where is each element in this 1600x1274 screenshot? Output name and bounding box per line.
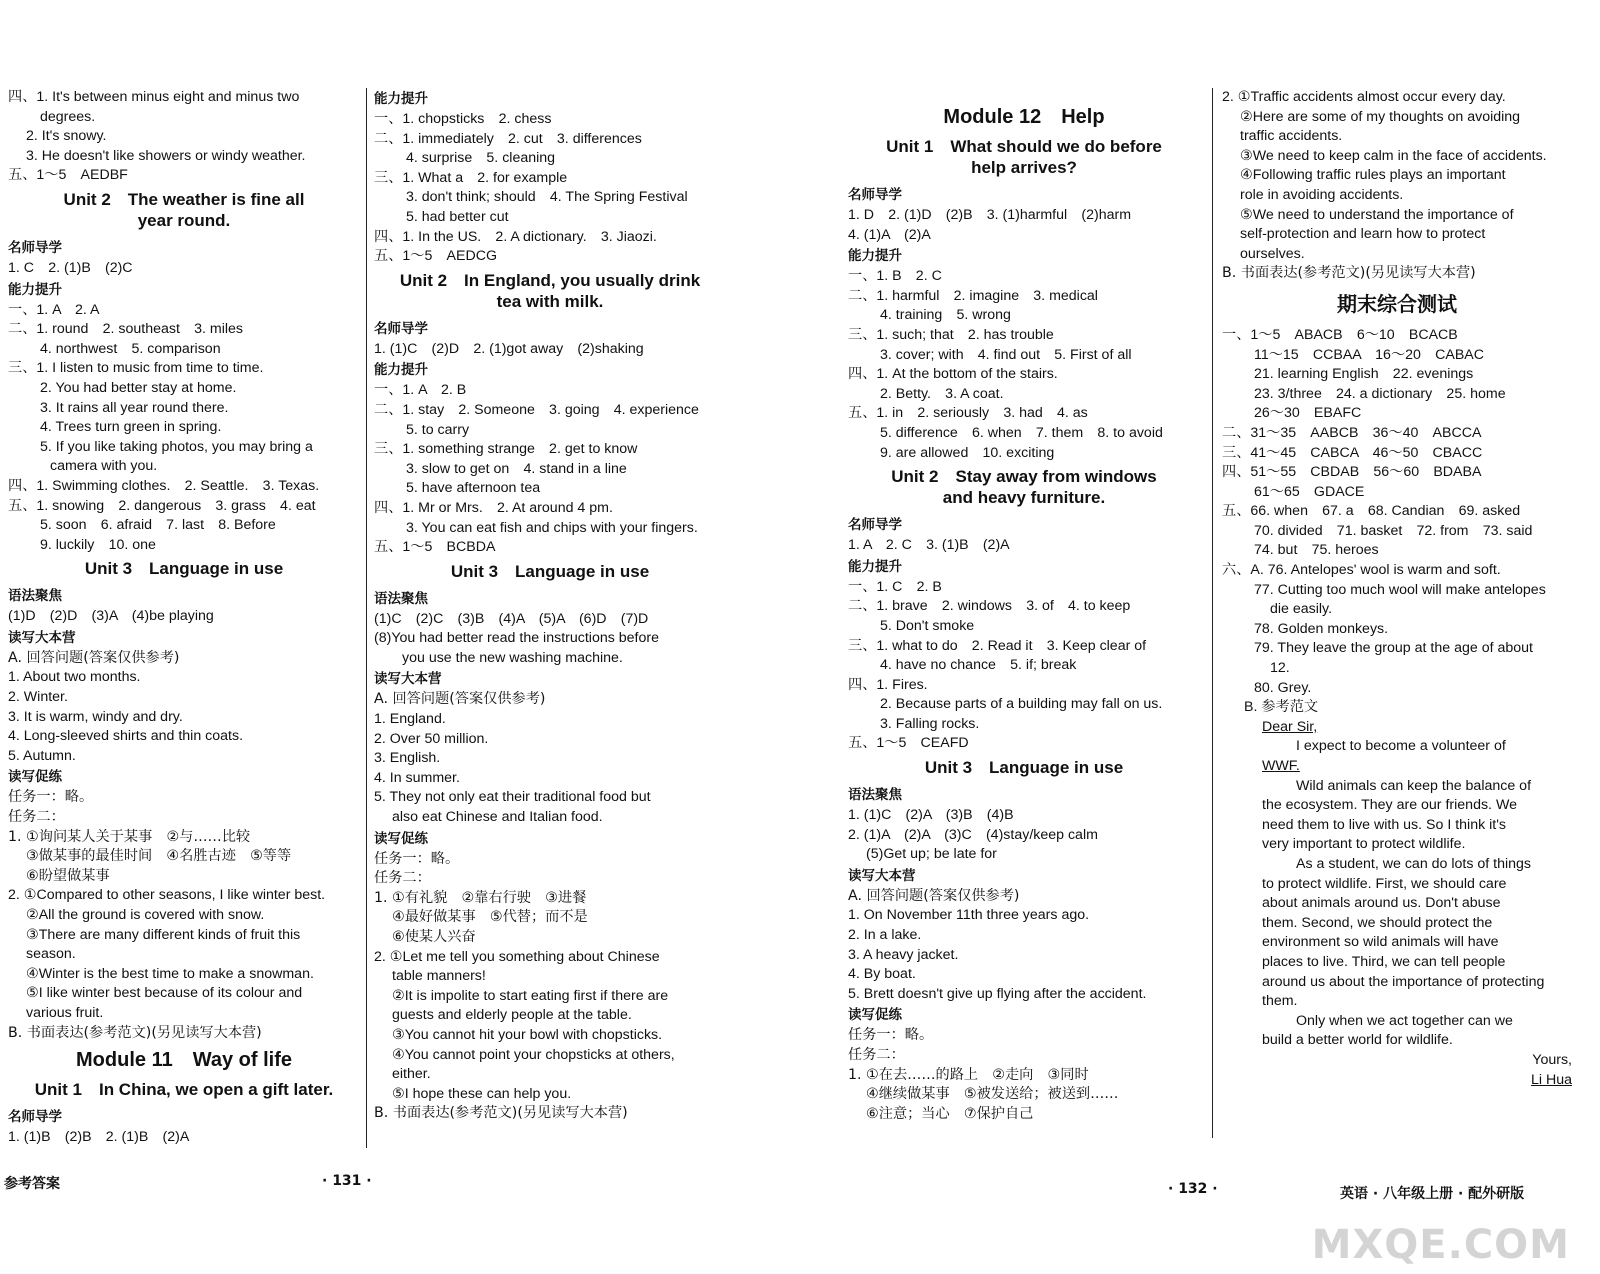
answer-line: ⑥盼望做某事 (26, 867, 110, 884)
answer-line: 六、A. 76. Antelopes' wool is warm and soft. (1222, 562, 1501, 579)
answer-line: 1. A 2. C 3. (1)B (2)A (848, 537, 1010, 554)
answer-line: 二、31～35 AABCB 36～40 ABCCA (1222, 424, 1482, 441)
answer-line: 任务二： (848, 1047, 905, 1063)
answer-line: 5. have afternoon tea (406, 480, 541, 497)
answer-line: 四、1. At the bottom of the stairs. (848, 366, 1058, 383)
answer-line: 1. D 2. (1)D (2)B 3. (1)harmful (2)harm (848, 207, 1132, 223)
page-number-right: · 132 · (1168, 1181, 1218, 1197)
section-heading: 名师导学 (374, 320, 428, 337)
section-heading: 能力提升 (8, 281, 62, 298)
answer-line: 2. In a lake. (848, 927, 922, 944)
answer-line: 三、1. such; that 2. has trouble (848, 326, 1054, 343)
answer-line: B. 参考范文 (1244, 699, 1319, 716)
answer-line: 4. have no chance 5. if; break (880, 657, 1077, 674)
answer-line: 3. cover; with 4. find out 5. First of all (880, 346, 1132, 363)
section-heading: 读写促练 (8, 769, 62, 786)
answer-line: 79. They leave the group at the age of about (1254, 640, 1533, 657)
answer-line: 五、1～5 AEDCG (374, 248, 497, 265)
unit-heading: Unit 3 Language in use (924, 758, 1124, 778)
answer-line: degrees. (40, 108, 96, 125)
answer-line: 77. Cutting too much wool will make antelopes (1254, 581, 1546, 598)
answer-line: (8)You had better read the instructions before (374, 630, 659, 647)
answer-line: 1. C 2. (1)B (2)C (8, 259, 133, 276)
module-heading: Module 11 Way of life (76, 1049, 292, 1072)
section-heading: 能力提升 (374, 91, 428, 107)
letter-salutation: Dear Sir, (1262, 718, 1318, 735)
unit-heading-line: tea with milk. (496, 291, 604, 311)
answer-line: 五、1～5 CEAFD (848, 735, 969, 752)
answer-line: 1. (1)C (2)D 2. (1)got away (2)shaking (374, 340, 644, 357)
answer-line: 5. Don't smoke (880, 617, 975, 634)
letter-line: WWF. (1262, 758, 1300, 774)
answer-line: 5. had better cut (406, 208, 509, 225)
unit-heading: Unit 3 Language in use (84, 559, 284, 579)
answer-line: 2. ①Traffic accidents almost occur every day. (1222, 89, 1506, 105)
answer-line: various fruit. (26, 1004, 104, 1021)
unit-heading-line: Unit 2 In England, you usually drink (399, 270, 701, 290)
page-number-left: · 131 · (322, 1173, 372, 1189)
letter-signature: Li Hua (1530, 1071, 1572, 1088)
answer-line: ④继续做某事 ⑤被发送给；被送到…… (866, 1086, 1119, 1103)
answer-line: 1. ①有礼貌 ②靠右行驶 ③进餐 (374, 889, 587, 906)
unit-heading (374, 270, 726, 312)
answer-line: 一、1. C 2. B (848, 578, 942, 595)
answer-line: 任务二： (8, 809, 65, 826)
answer-line: 四、1. Swimming clothes. 2. Seattle. 3. Texas. (8, 477, 320, 494)
answer-line: 三、1. I listen to music from time to time. (8, 360, 264, 377)
answer-line: 12. (1270, 660, 1290, 677)
section-heading: 能力提升 (848, 558, 902, 575)
answer-line: B. 书面表达(参考范文)(另见读写大本营) (374, 1105, 628, 1122)
answer-line: 三、1. what to do 2. Read it 3. Keep clear of (848, 637, 1147, 654)
answer-line: 任务一：略。 (8, 789, 94, 806)
letter-line: environment so wild animals will have (1262, 934, 1499, 951)
answer-line: ④Winter is the best time to make a snowman. (26, 965, 314, 982)
section-heading: 名师导学 (848, 187, 902, 203)
answer-line: 80. Grey. (1254, 679, 1312, 696)
letter-line: about animals around us. Don't abuse (1262, 895, 1501, 912)
answer-line: 1. (1)B (2)B 2. (1)B (2)A (8, 1129, 190, 1146)
answer-line: 3. A heavy jacket. (848, 946, 959, 963)
answer-line: ⑤I like winter best because of its colour and (26, 985, 303, 1002)
answer-line: 四、1. It's between minus eight and minus two (8, 89, 300, 105)
answer-line: 1. England. (374, 711, 446, 728)
answer-line: 9. luckily 10. one (40, 536, 156, 553)
book-info: 英语 · 八年级上册 · 配外研版 (1340, 1186, 1525, 1202)
column-4 (1222, 88, 1572, 1090)
module-heading: Module 12 Help (943, 106, 1105, 128)
answer-line: 三、41～45 CABCA 46～50 CBACC (1222, 444, 1483, 461)
answer-line: 二、1. brave 2. windows 3. of 4. to keep (848, 598, 1131, 615)
answer-line: 1. ①询问某人关于某事 ②与……比较 (8, 828, 251, 845)
answer-line: 1. (1)C (2)A (3)B (4)B (848, 807, 1014, 824)
section-heading: 名师导学 (848, 517, 902, 534)
answer-line: 任务二： (374, 870, 431, 887)
letter-line: them. (1262, 993, 1298, 1010)
answer-line: 3. English. (374, 750, 441, 767)
footer-label: 参考答案 (4, 1176, 60, 1192)
unit-heading-line: Unit 1 What should we do before (886, 137, 1162, 156)
letter-line: them. Second, we should protect the (1262, 914, 1493, 931)
answer-line: ⑤I hope these can help you. (392, 1085, 572, 1102)
answer-line: 四、1. In the US. 2. A dictionary. 3. Jiaozi. (374, 228, 657, 245)
answer-line: 4. Trees turn green in spring. (40, 419, 222, 436)
answer-line: die easily. (1270, 601, 1333, 618)
answer-line: 五、66. when 67. a 68. Candian 69. asked (1222, 503, 1521, 520)
letter-line: As a student, we can do lots of things (1296, 855, 1532, 872)
answer-line: B. 书面表达(参考范文)(另见读写大本营) (8, 1024, 262, 1041)
answer-line: table manners! (392, 968, 486, 985)
answer-line: 2. Because parts of a building may fall on us. (880, 696, 1163, 713)
answer-line: 2. ①Let me tell you something about Chinese (374, 948, 660, 965)
answer-line: 1. On November 11th three years ago. (848, 907, 1090, 924)
answer-line: (1)C (2)C (3)B (4)A (5)A (6)D (7)D (374, 610, 649, 627)
answer-line: ④Following traffic rules plays an important (1240, 167, 1506, 184)
answer-line: 五、1. in 2. seriously 3. had 4. as (848, 405, 1088, 422)
answer-line: ⑤We need to understand the importance of (1240, 206, 1514, 223)
answer-line: 5. They not only eat their traditional food but (374, 789, 651, 806)
answer-line: 4. By boat. (848, 966, 916, 983)
answer-line: ④You cannot point your chopsticks at others, (392, 1046, 675, 1063)
answer-line: 5. Brett doesn't give up flying after the accident. (848, 985, 1147, 1002)
answer-line: ourselves. (1240, 245, 1305, 262)
answer-line: 3. It is warm, windy and dry. (8, 708, 183, 725)
answer-line: 3. You can eat fish and chips with your fingers. (406, 519, 698, 536)
answer-line: camera with you. (50, 458, 158, 475)
column-1 (8, 88, 360, 1148)
answer-line: A. 回答问题(答案仅供参考) (848, 887, 1020, 904)
answer-line: ⑥使某人兴奋 (392, 929, 476, 945)
letter-line: build a better world for wildlife. (1262, 1032, 1453, 1049)
answer-line: 一、1～5 ABACB 6～10 BCACB (1222, 326, 1458, 343)
answer-line: either. (392, 1066, 431, 1083)
answer-line: B. 书面表达(参考范文)(另见读写大本营) (1222, 265, 1476, 282)
letter-closing: Yours, (1532, 1051, 1572, 1068)
answer-line: 5. soon 6. afraid 7. last 8. Before (40, 517, 276, 534)
answer-line: guests and elderly people at the table. (392, 1007, 632, 1024)
letter-line: very important to protect wildlife. (1262, 836, 1466, 853)
section-heading: 名师导学 (8, 239, 62, 256)
answer-line: ③There are many different kinds of fruit this (26, 926, 301, 943)
unit-heading: Unit 3 Language in use (450, 561, 650, 581)
answer-line: 4. northwest 5. comparison (40, 340, 221, 357)
section-heading: 读写大本营 (848, 867, 916, 884)
answer-line: 一、1. A 2. A (8, 301, 100, 318)
answer-line: ②All the ground is covered with snow. (26, 907, 265, 923)
answer-line: A. 回答问题(答案仅供参考) (8, 649, 180, 666)
answer-line: 3. It rains all year round there. (40, 399, 229, 416)
section-heading: 能力提升 (374, 362, 428, 379)
answer-line: 21. learning English 22. evenings (1254, 366, 1474, 383)
answer-line: ③We need to keep calm in the face of accidents. (1240, 147, 1547, 164)
answer-line: 一、1. chopsticks 2. chess (374, 111, 552, 127)
unit-heading-line: help arrives? (971, 158, 1077, 177)
answer-line: 2. It's snowy. (26, 128, 107, 145)
unit-heading-line: Unit 2 Stay away from windows (891, 467, 1157, 487)
answer-line: 3. Falling rocks. (880, 715, 980, 732)
answer-line: also eat Chinese and Italian food. (392, 809, 603, 826)
answer-line: you use the new washing machine. (402, 649, 623, 666)
letter-line: Only when we act together can we (1296, 1012, 1513, 1029)
answer-line: 五、1. snowing 2. dangerous 3. grass 4. eat (8, 497, 316, 514)
section-heading: 读写大本营 (8, 629, 76, 646)
answer-line: ③You cannot hit your bowl with chopsticks. (392, 1026, 663, 1043)
column-3 (848, 100, 1200, 1124)
column-divider-left (366, 88, 367, 1148)
answer-line: 23. 3/three 24. a dictionary 25. home (1254, 385, 1506, 402)
answer-line: 一、1. A 2. B (374, 382, 467, 399)
answer-line: 11～15 CCBAA 16～20 CABAC (1254, 346, 1484, 363)
answer-line: 2. (1)A (2)A (3)C (4)stay/keep calm (848, 826, 1098, 843)
section-heading: 读写促练 (374, 830, 428, 847)
answer-line: 4. training 5. wrong (880, 307, 1011, 324)
column-2 (374, 88, 726, 1124)
answer-line: 2. Over 50 million. (374, 730, 489, 747)
answer-line: (1)D (2)D (3)A (4)be playing (8, 608, 214, 625)
letter-line: Wild animals can keep the balance of (1296, 777, 1532, 794)
answer-line: 二、1. harmful 2. imagine 3. medical (848, 287, 1098, 304)
answer-line: 1. ①在去……的路上 ②走向 ③同时 (848, 1066, 1089, 1083)
answer-line: 四、51～55 CBDAB 56～60 BDABA (1222, 464, 1482, 481)
answer-line: 3. don't think; should 4. The Spring Festival (406, 189, 688, 206)
answer-line: 五、1～5 AEDBF (8, 167, 128, 184)
unit-heading: Unit 1 In China, we open a gift later. (34, 1080, 334, 1100)
answer-line: season. (26, 946, 76, 963)
answer-line: ⑥注意；当心 ⑦保护自己 (866, 1105, 1034, 1122)
answer-line: 5. Autumn. (8, 747, 76, 764)
answer-line: ②It is impolite to start eating first if there are (392, 987, 669, 1004)
letter-line: to protect wildlife. First, we should care (1262, 875, 1507, 892)
answer-line: 74. but 75. heroes (1254, 542, 1379, 559)
unit-heading (848, 466, 1200, 508)
answer-line: 二、1. stay 2. Someone 3. going 4. experience (374, 401, 699, 418)
answer-line: A. 回答问题(答案仅供参考) (374, 691, 546, 708)
section-heading: 语法聚焦 (374, 590, 428, 607)
answer-line: 5. difference 6. when 7. them 8. to avoid (880, 424, 1163, 441)
answer-line: 3. slow to get on 4. stand in a line (406, 460, 627, 477)
answer-line: ④最好做某事 ⑤代替；而不是 (392, 909, 588, 926)
answer-line: 2. You had better stay at home. (40, 379, 237, 396)
answer-line: self-protection and learn how to protect (1240, 226, 1486, 243)
letter-line: I expect to become a volunteer of (1296, 738, 1506, 755)
answer-line: 9. are allowed 10. exciting (880, 444, 1055, 461)
answer-line: 26～30 EBAFC (1254, 405, 1362, 422)
answer-line: 五、1～5 BCBDA (374, 539, 496, 556)
section-heading: 语法聚焦 (848, 787, 902, 804)
section-heading: 读写促练 (848, 1007, 902, 1024)
letter-line: the ecosystem. They are our friends. We (1262, 797, 1517, 814)
answer-line: 三、1. something strange 2. get to know (374, 441, 638, 458)
answer-line: 61～65 GDACE (1254, 483, 1365, 500)
letter-line: places to live. Third, we can tell people (1262, 953, 1506, 970)
section-heading: 读写大本营 (374, 671, 442, 688)
answer-line: 3. He doesn't like showers or windy weather. (26, 147, 306, 164)
section-title: 期末综合测试 (1337, 291, 1457, 316)
answer-line: 二、1. round 2. southeast 3. miles (8, 321, 243, 338)
unit-heading (848, 136, 1200, 178)
answer-line: 1. About two months. (8, 669, 141, 686)
answer-line: role in avoiding accidents. (1240, 186, 1404, 203)
answer-line: 四、1. Fires. (848, 676, 928, 693)
section-heading: 名师导学 (8, 1109, 62, 1126)
column-divider-right (1212, 88, 1213, 1138)
unit-heading-line: and heavy furniture. (942, 488, 1106, 508)
answer-line: 三、1. What a 2. for example (374, 169, 568, 186)
answer-line: 5. to carry (406, 421, 470, 438)
answer-line: 二、1. immediately 2. cut 3. differences (374, 130, 642, 147)
answer-line: 78. Golden monkeys. (1254, 620, 1389, 637)
letter-line: need them to live with us. So I think it's (1262, 816, 1507, 833)
unit-heading-line: Unit 2 The weather is fine all (63, 189, 305, 209)
answer-line: 任务一：略。 (374, 850, 460, 867)
answer-line: 4. Long-sleeved shirts and thin coats. (8, 728, 244, 745)
answer-line: 任务一：略。 (848, 1027, 934, 1044)
answer-line: (5)Get up; be late for (866, 846, 997, 863)
section-heading: 语法聚焦 (8, 588, 62, 605)
answer-line: 4. (1)A (2)A (848, 226, 931, 243)
watermark: MXQE.COM (1311, 1222, 1570, 1268)
letter-line: around us about the importance of protecting (1262, 973, 1545, 990)
answer-line: 一、1. B 2. C (848, 268, 942, 285)
answer-line: 70. divided 71. basket 72. from 73. said (1254, 522, 1533, 539)
unit-heading (8, 189, 360, 231)
answer-line: 2. Betty. 3. A coat. (880, 385, 1004, 402)
section-heading: 能力提升 (848, 248, 902, 265)
answer-line: ③做某事的最佳时间 ④名胜古迹 ⑤等等 (26, 848, 292, 865)
answer-line: 2. Winter. (8, 689, 68, 706)
unit-heading-line: year round. (137, 210, 231, 230)
answer-line: 5. If you like taking photos, you may bring a (40, 438, 313, 455)
answer-line: 4. surprise 5. cleaning (406, 150, 556, 167)
answer-line: ②Here are some of my thoughts on avoiding (1240, 108, 1521, 125)
answer-line: 四、1. Mr or Mrs. 2. At around 4 pm. (374, 499, 613, 516)
answer-line: 4. In summer. (374, 769, 460, 786)
answer-line: 2. ①Compared to other seasons, I like winter best. (8, 887, 326, 904)
answer-line: traffic accidents. (1240, 128, 1343, 145)
